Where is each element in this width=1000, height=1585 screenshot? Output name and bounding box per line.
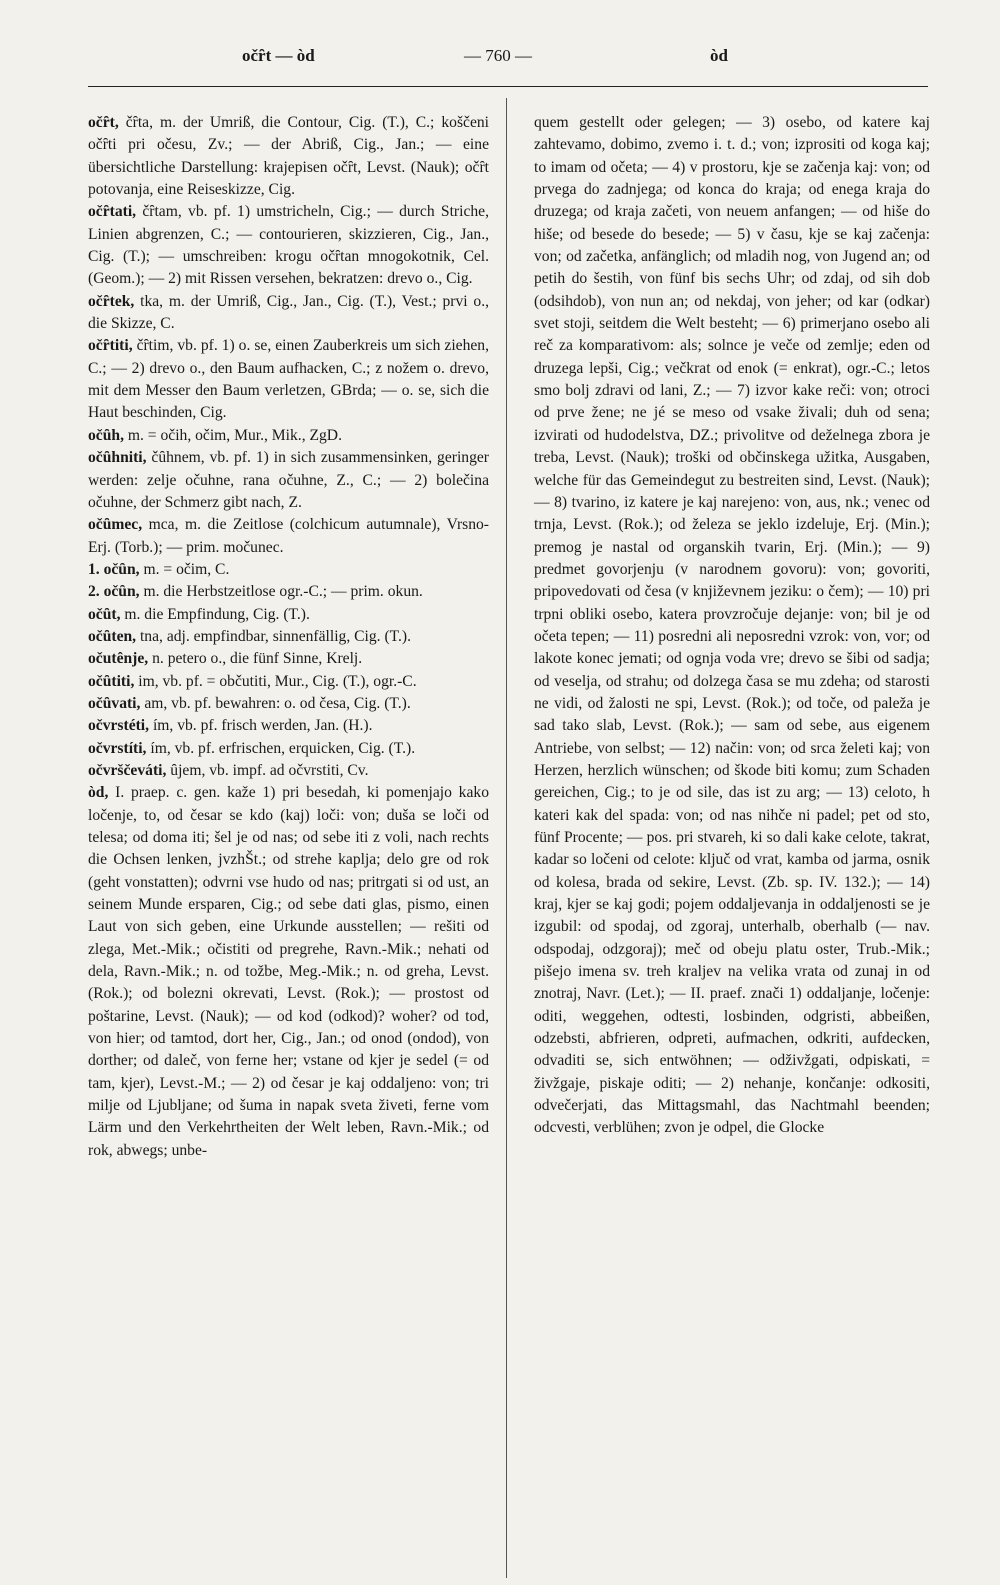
entry-definition: ȗjem, vb. impf. ad očvrstiti, Cv. <box>166 761 369 779</box>
entry-definition: čȓtam, vb. pf. 1) umstricheln, Cig.; — durch Striche, Linien abgrenzen, C.; — contourieren, skizzieren, Cig., Jan., Cig. (T.); — umschreiben: krogu očȓtan mnogokotnik, Cel. (Geom.); — 2) mit Rissen versehen, bekratzen: drevo o., Cig. <box>88 203 489 288</box>
dictionary-entry <box>88 447 489 514</box>
entry-headword: očȗten, <box>88 627 137 645</box>
entry-headword: očvrščeváti, <box>88 761 167 779</box>
entry-headword: očvrstíti, <box>88 739 147 757</box>
entry-headword: očȓtati, <box>88 203 137 221</box>
entry-headword: 1. očȗn, <box>88 560 140 578</box>
entry-definition: m. = očih, očim, Mur., Mik., ZgD. <box>123 426 342 444</box>
entry-definition: am, vb. pf. bewahren: o. od česa, Cig. (T.). <box>140 694 411 712</box>
column-divider <box>506 98 507 1578</box>
header-left-guideword: očȓt — òd <box>242 46 315 65</box>
dictionary-entry <box>88 738 489 760</box>
dictionary-entry <box>88 760 489 782</box>
entry-headword: očȗtiti, <box>88 672 135 690</box>
entry-headword: očȗmec, <box>88 516 143 534</box>
entry-definition: čȗhnem, vb. pf. 1) in sich zusammensinken, geringer werden: zelje očuhne, rana očuhne, Z., C.; — 2) bolečina očuhne, der Schmerz gibt nach, Z. <box>88 449 489 511</box>
entry-headword: očvrstéti, <box>88 717 150 735</box>
entry-definition: m. die Herbstzeitlose ogr.-C.; — prim. okun. <box>139 583 423 601</box>
entry-headword: očȗvati, <box>88 694 141 712</box>
dictionary-entry <box>88 626 489 648</box>
page-number: — 760 — <box>464 46 532 65</box>
entry-headword: òd, <box>88 784 109 802</box>
entry-headword: očutênje, <box>88 650 149 668</box>
entry-definition: m. die Empfindung, Cig. (T.). <box>120 605 310 623</box>
page-header <box>88 46 928 74</box>
entry-headword: očȗh, <box>88 426 124 444</box>
dictionary-entry <box>88 782 489 1162</box>
left-column <box>88 112 489 1162</box>
dictionary-entry <box>88 715 489 737</box>
dictionary-entry <box>88 693 489 715</box>
dictionary-entry <box>88 559 489 581</box>
entry-headword: očȗhniti, <box>88 449 147 467</box>
header-rule <box>88 86 928 87</box>
entry-headword: očȓtiti, <box>88 337 133 355</box>
dictionary-entry <box>88 335 489 424</box>
dictionary-entry <box>88 514 489 559</box>
entry-definition: čȓtim, vb. pf. 1) o. se, einen Zauberkreis um sich ziehen, C.; — 2) drevo o., den Baum aufhacken, C.; z nožem o. drevo, mit dem Messer den Baum verletzen, GBrda; — o. se, sich die Haut beschinden, Cig. <box>88 337 489 422</box>
entry-definition: I. praep. c. gen. kaže 1) pri besedah, ki pomenjajo kako ločenje, to, od česar se kdo (kaj) loči: von; duša se loči od telesa; od doma iti; šel je od nas; od sebe iti z voli, nach rechts die Ochsen lenken, jvzhŠt.; od strehe kaplja; delo gre od rok (geht vonstatten); odvrni vse hudo od nas; pritrgati si od ust, an seinem Munde ersparen, Cig.; od sebe dati glas, pismo, einen Laut von sich geben, eine Urkunde ausstellen; — rešiti od zlega, Met.-Mik.; očistiti od pregrehe, Ravn.-Mik.; nehati od dela, Ravn.-Mik.; n. od tožbe, Meg.-Mik.; n. od greha, Levst. (Rok.); od bolezni okrevati, Levst. (Rok.); — prostost od poštarine, Levst. (Nauk); — od kod (odkod)? woher? od tod, von hier; od tamtod, dort her, Cig., Jan.; od onod (ondod), von dorther; od daleč, von ferne her; vstane od kjer je sedel (= od tam, kjer), Levst.-M.; — 2) od česar je kaj oddaljeno: von; tri milje od Ljubljane; od šuma in napak sveta živeti, ferne vom Lärm und den Verkehrtheiten der Welt leben, Ravn.-Mik.; od rok, abwegs; unbe- <box>88 784 489 1159</box>
right-column-text: quem gestellt oder gelegen; — 3) osebo, od katere kaj zahtevamo, dobimo, zvemo i. t. d.; von; izprositi od koga kaj; to imam od očeta; — 4) v prostoru, kje se začenja kaj: von; od prvega do zadnjega; od konca do kraja; od enega kraja do druzega; od kraja začeti, von neuem anfangen; — od hiše do hiše; od besede do besede; — 5) v času, kje se kaj začenja: von; od začetka, anfänglich; od mladih nog, von Jugend an; od petih do šestih, von fünf bis sechs Uhr; od zdaj, od sih dob (odsihdob), von nun an; od nekdaj, von jeher; od kar (odkar) svet stoji, seitdem die Welt besteht; — 6) primerjano osebo ali reč za komparativom: als; solnce je veče od zemlje; eden od druzega lepši, Cig.; večkrat od enok (= enkrat), ogr.-C.; letos smo bolj zdravi od lani, Z.; — 7) izvor kake reči: von; otroci od prve žene; ne jé se meso od vsake živali; duh od sena; izvirati od hudodelstva, DZ.; privolitve od deželnega zbora je treba, Levst. (Nauk); troški od občinskega užitka, Ausgaben, welche für das Gemeindegut zu bestreiten sind, Levst. (Nauk); — 8) tvarino, iz katere je kaj narejeno: von, aus, nk.; venec od trnja, Levst. (Rok.); od železa se jeklo izdeluje, Erj. (Min.); premog je nastal od organskih tvarin, Erj. (Min.); — 9) predmet govorjenju (v narodnem govoru): von; govoriti, pripovedovati od česa (v književnem jeziku: o čem); — 10) pri trpni obliki osebo, katera provzročuje dejanje: von; bil je od očeta tepen; — 11) posredni ali neposredni vzrok: von, vor; od lakote konec jemati; od ognja voda vre; drevo se šibi od sadja; od veselja, od strahu; od dolzega časa se mu zdeha; od starosti ne vidi, od žalosti ne spi, Levst. (Rok.); od toče, od paleža je sad tako slab, Levst. (Rok.); — sam od sebe, aus eigenem Antriebe, von selbst; — 12) način: von; od srca želeti kaj; von Herzen, herzlich wünschen; od škode biti komu; zum Schaden gereichen, Cig.; to je od sile, das ist zu arg; — 13) celoto, h kateri kak del spada: von; od nas nihče ni padel; pet od sto, fünf Procente; — pos. pri stvareh, ki so dali kake celote, takrat, kadar so ločeni od celote: ključ od vrat, kamba od jarma, osnik od kolesa, brada od sekire, Levst. (Zb. sp. IV. 132.); — 14) kraj, kjer se kaj godi; pojem oddaljevanja in oddaljenosti se je izgubil: od spodaj, od zgoraj, unterhalb, oberhalb (— nav. odspodaj, odzgoraj); meč od obeju platu oster, Trub.-Mik.; pišejo imena sv. treh kraljev na velika vrata od zunaj in od znotraj, Navr. (Let.); — II. praef. znači 1) oddaljanje, ločenje: oditi, weggehen, odtesti, losbinden, odgristi, abbeißen, odzebsti, abfrieren, odpreti, aufmachen, odkriti, aufdecken, odvaditi se, sich entwöhnen; — odživžgati, odpiskati, = živžgaje, piskaje oditi; — 2) nehanje, končanje: odkositi, odvečerjati, das Mittagsmahl, das Nachtmahl beenden; odcvesti, verblühen; zvon je odpel, die Glocke <box>534 114 930 1137</box>
entry-definition: im, vb. pf. = občutiti, Mur., Cig. (T.), ogr.-C. <box>134 672 417 690</box>
dictionary-entry <box>88 291 489 336</box>
dictionary-entry <box>88 581 489 603</box>
dictionary-entry <box>88 671 489 693</box>
entry-definition: ím, vb. pf. frisch werden, Jan. (H.). <box>149 717 373 735</box>
dictionary-entry <box>88 648 489 670</box>
entry-definition: tna, adj. empfindbar, sinnenfällig, Cig. (T.). <box>136 627 412 645</box>
entry-definition: tka, m. der Umriß, Cig., Jan., Cig. (T.), Vest.; prvi o., die Skizze, C. <box>88 292 489 333</box>
header-right-guideword: òd <box>710 46 728 65</box>
entry-definition: ím, vb. pf. erfrischen, erquicken, Cig. (T.). <box>146 739 416 757</box>
dictionary-entry <box>88 112 489 201</box>
entry-headword: očȓt, <box>88 114 119 131</box>
entry-headword: očȗt, <box>88 605 121 623</box>
entry-definition: n. petero o., die fünf Sinne, Krelj. <box>148 650 363 668</box>
entry-definition: m. = očim, C. <box>139 560 230 578</box>
dictionary-entry <box>88 604 489 626</box>
right-column <box>534 112 930 1140</box>
entry-definition: čȓta, m. der Umriß, die Contour, Cig. (T.), C.; koščeni očȓti pri očesu, Zv.; — der Abriß, Cig., Jan.; — eine übersichtliche Darstellung: krajepisen očȓt, Levst. (Nauk); očȓt potovanja, eine Reiseskizze, Cig. <box>88 114 489 199</box>
dictionary-entry <box>88 201 489 290</box>
entry-definition: mca, m. die Zeitlose (colchicum autumnale), Vrsno-Erj. (Torb.); — prim. močunec. <box>88 516 489 556</box>
dictionary-entry <box>88 425 489 447</box>
entry-headword: 2. očȗn, <box>88 583 140 601</box>
entry-headword: očȓtek, <box>88 292 135 310</box>
